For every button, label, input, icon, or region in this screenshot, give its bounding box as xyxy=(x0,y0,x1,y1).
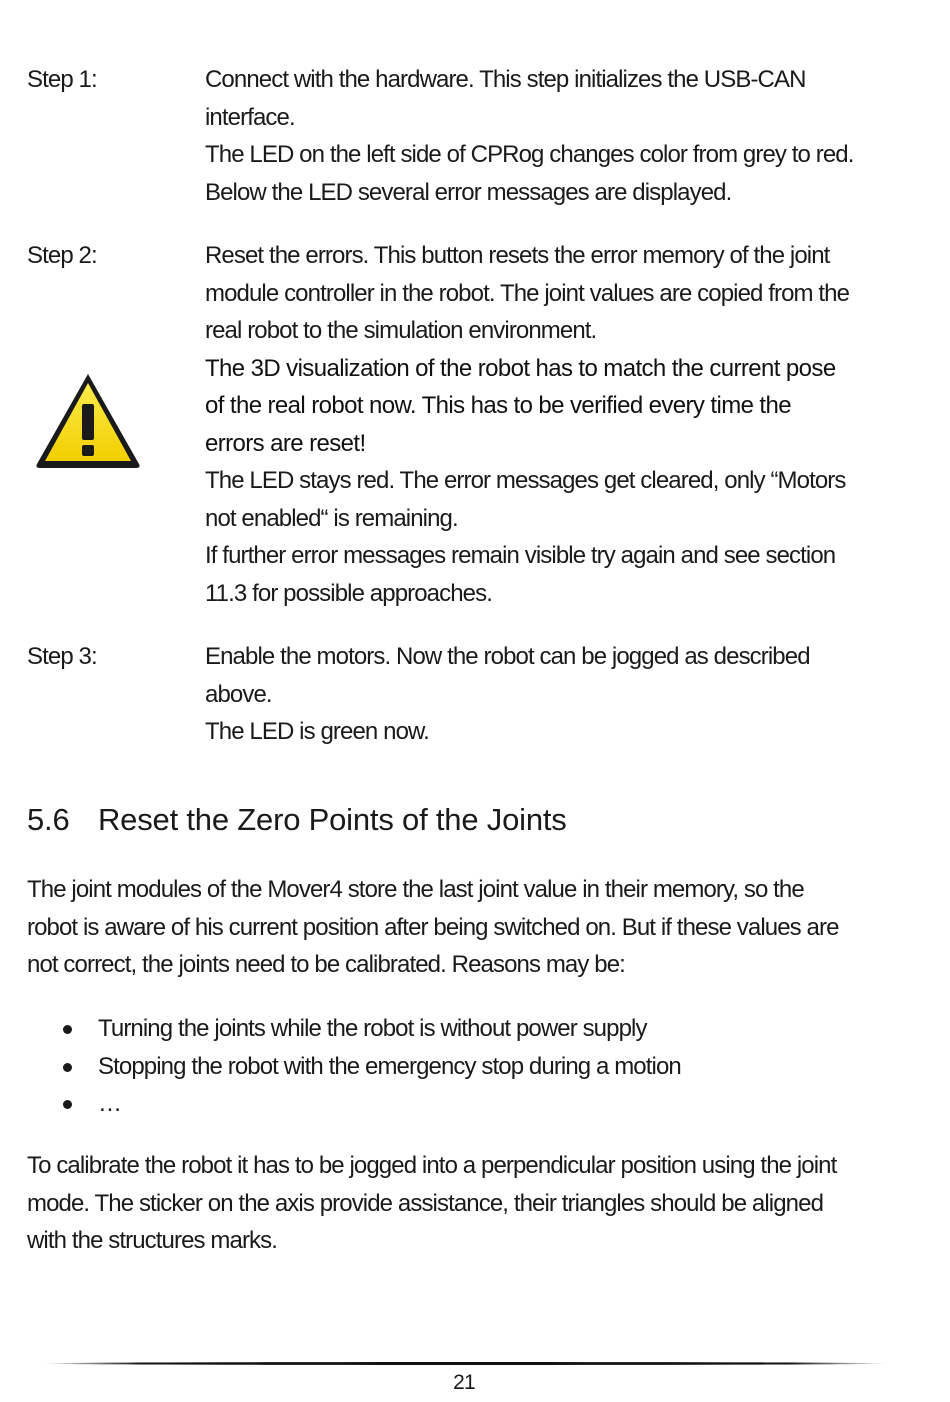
text-line: real robot to the simulation environment. xyxy=(205,317,597,344)
warning-exclamation-dot xyxy=(82,445,94,456)
text-line: The LED on the left side of CPRog changes color from grey to red. xyxy=(205,141,854,168)
text-line: The LED is green now. xyxy=(205,718,429,745)
text-line: not correct, the joints need to be calibrated. Reasons may be: xyxy=(27,951,625,978)
text-line: interface. xyxy=(205,103,295,131)
step-description xyxy=(205,237,905,612)
text-line: Below the LED several error messages are displayed. xyxy=(205,178,732,206)
page-number: 21 xyxy=(453,1371,475,1394)
step-description xyxy=(205,638,905,751)
text-line: If further error messages remain visible try again and see section xyxy=(205,542,836,569)
text-line: above. xyxy=(205,680,272,708)
list-item-text: Stopping the robot with the emergency stop during a motion xyxy=(98,1052,681,1080)
text-line: The joint modules of the Mover4 store the last joint value in their memory, so the xyxy=(27,876,804,903)
text-line: Reset the errors. This button resets the error memory of the joint xyxy=(205,242,830,269)
text-line: Enable the motors. Now the robot can be jogged as described xyxy=(205,643,810,670)
warning-exclamation-bar xyxy=(82,404,94,440)
reasons-list xyxy=(27,1010,907,1123)
text-line: with the structures marks. xyxy=(27,1227,278,1254)
bullet-icon xyxy=(63,1063,72,1072)
warning-text-line: errors are reset! xyxy=(205,429,366,457)
list-item-text: Turning the joints while the robot is without power supply xyxy=(98,1015,647,1042)
warning-text-line: of the real robot now. This has to be verified every time the xyxy=(205,392,791,419)
list-item xyxy=(27,1048,907,1086)
text-line: 11.3 for possible approaches. xyxy=(205,579,492,607)
warning-triangle-icon xyxy=(33,370,143,470)
step-description xyxy=(205,61,905,211)
text-line: not enabled“ is remaining. xyxy=(205,504,458,532)
text-line: robot is aware of his current position after being switched on. But if these values are xyxy=(27,913,839,941)
bullet-icon xyxy=(63,1025,72,1034)
text-line: Connect with the hardware. This step initializes the USB-CAN xyxy=(205,66,806,93)
list-item-text: … xyxy=(98,1090,122,1117)
intro-paragraph xyxy=(27,871,907,984)
step-label: Step 3: xyxy=(27,643,97,670)
step-label: Step 1: xyxy=(27,66,97,93)
list-item xyxy=(27,1085,907,1123)
warning-text-line: The 3D visualization of the robot has to match the current pose xyxy=(205,354,836,382)
section-number: 5.6 xyxy=(27,802,70,837)
bullet-icon xyxy=(63,1100,72,1109)
text-line: To calibrate the robot it has to be jogged into a perpendicular position using the joint xyxy=(27,1152,837,1179)
calibration-paragraph xyxy=(27,1147,907,1260)
text-line: module controller in the robot. The joint values are copied from the xyxy=(205,279,850,307)
text-line: mode. The sticker on the axis provide assistance, their triangles should be aligned xyxy=(27,1189,824,1217)
section-heading xyxy=(27,800,567,840)
footer-rule xyxy=(40,1362,890,1365)
section-title: Reset the Zero Points of the Joints xyxy=(98,802,567,837)
text-line: The LED stays red. The error messages get cleared, only “Motors xyxy=(205,467,846,494)
step-label: Step 2: xyxy=(27,242,97,269)
list-item xyxy=(27,1010,907,1048)
